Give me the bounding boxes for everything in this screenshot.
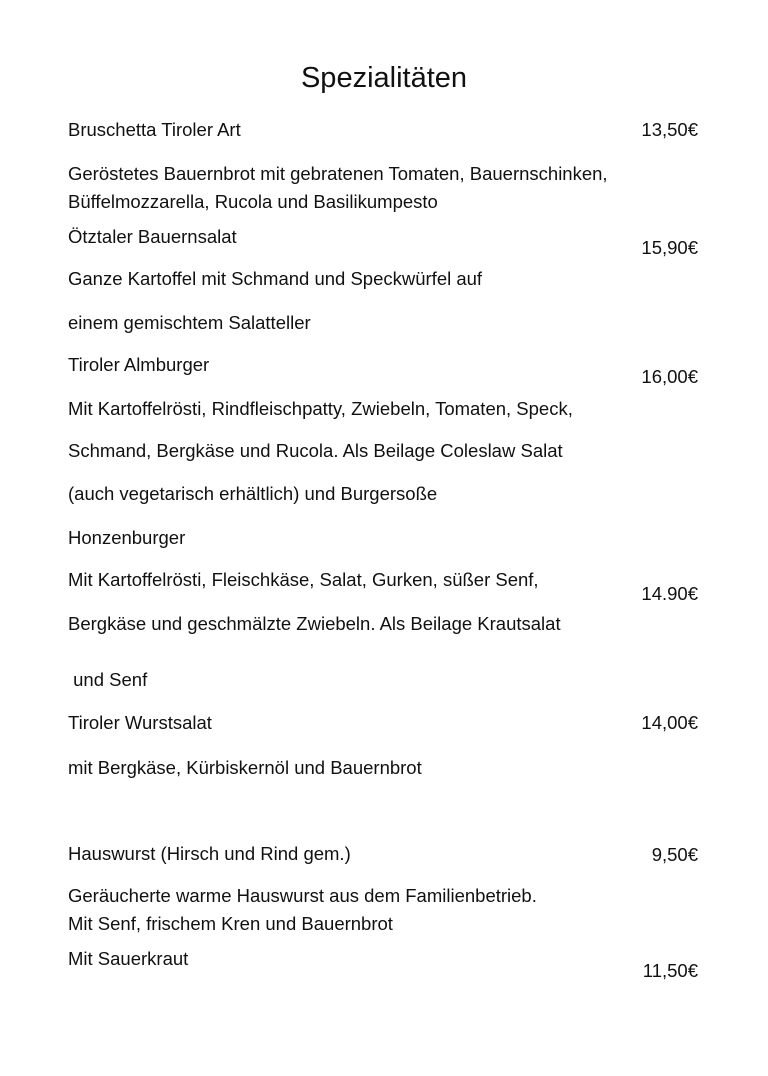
item-name-almburger: Tiroler Almburger — [68, 354, 210, 375]
item-price-sauerkraut: 11,50€ — [642, 960, 698, 981]
item-price-almburger: 16,00€ — [641, 366, 698, 387]
item-name-honzenburger: Honzenburger — [68, 527, 186, 548]
item-name-bauernsalat: Ötztaler Bauernsalat — [68, 226, 237, 247]
item-name-wurstsalat: Tiroler Wurstsalat — [68, 712, 212, 733]
item-description-line: Geräucherte warme Hauswurst aus dem Familienbetrieb. — [68, 885, 537, 906]
item-price-bauernsalat: 15,90€ — [641, 237, 698, 258]
item-price-bruschetta: 13,50€ — [641, 119, 698, 140]
item-name-sauerkraut: Mit Sauerkraut — [68, 948, 189, 969]
item-description-line: mit Bergkäse, Kürbiskernöl und Bauernbrot — [68, 757, 422, 778]
item-description-line: Mit Kartoffelrösti, Fleischkäse, Salat, Gurken, süßer Senf, — [68, 569, 539, 590]
item-price-hauswurst: 9,50€ — [651, 844, 698, 865]
item-description-line: Büffelmozzarella, Rucola und Basilikumpesto — [68, 191, 438, 212]
item-name-hauswurst: Hauswurst (Hirsch und Rind gem.) — [68, 843, 351, 864]
item-description-line: (auch vegetarisch erhältlich) und Burgersoße — [68, 483, 438, 504]
item-price-wurstsalat: 14,00€ — [641, 712, 698, 733]
item-description-line: Geröstetes Bauernbrot mit gebratenen Tomaten, Bauernschinken, — [68, 163, 608, 184]
item-price-honzenburger: 14.90€ — [641, 583, 698, 604]
item-description-line: einem gemischtem Salatteller — [68, 312, 311, 333]
item-description-line: Mit Kartoffelrösti, Rindfleischpatty, Zwiebeln, Tomaten, Speck, — [68, 398, 573, 419]
item-description-line: Bergkäse und geschmälzte Zwiebeln. Als Beilage Krautsalat — [68, 613, 561, 634]
item-description-line: Ganze Kartoffel mit Schmand und Speckwürfel auf — [68, 268, 483, 289]
item-name-bruschetta: Bruschetta Tiroler Art — [68, 119, 241, 140]
item-description-line: Schmand, Bergkäse und Rucola. Als Beilage Coleslaw Salat — [68, 440, 563, 461]
menu-title: Spezialitäten — [300, 62, 468, 94]
item-description-line: Mit Senf, frischem Kren und Bauernbrot — [68, 913, 393, 934]
item-description-line: und Senf — [68, 669, 148, 690]
